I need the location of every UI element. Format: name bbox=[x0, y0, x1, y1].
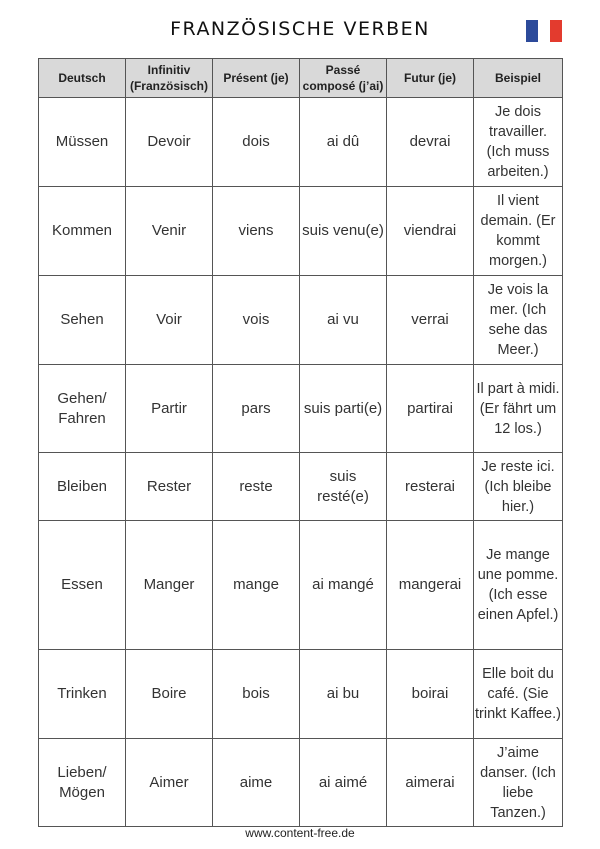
cell-deutsch: Essen bbox=[39, 521, 126, 650]
table-row bbox=[39, 276, 563, 365]
cell-infinitiv: Voir bbox=[126, 276, 213, 365]
flag-stripe-white bbox=[538, 20, 550, 42]
cell-infinitiv: Devoir bbox=[126, 98, 213, 187]
cell-beispiel: Je vois la mer. (Ich sehe das Meer.) bbox=[474, 276, 563, 365]
cell-futur: aimerai bbox=[387, 739, 474, 827]
cell-beispiel: J’aime danser. (Ich liebe Tanzen.) bbox=[474, 739, 563, 827]
header-beispiel: Beispiel bbox=[474, 59, 563, 98]
cell-infinitiv: Boire bbox=[126, 650, 213, 739]
cell-present: aime bbox=[213, 739, 300, 827]
table-row bbox=[39, 650, 563, 739]
cell-beispiel: Elle boit du café. (Sie trinkt Kaffee.) bbox=[474, 650, 563, 739]
cell-futur: partirai bbox=[387, 365, 474, 453]
footer-url: www.content-free.de bbox=[245, 826, 355, 840]
cell-futur: viendrai bbox=[387, 187, 474, 276]
header-present: Présent (je) bbox=[213, 59, 300, 98]
table-row bbox=[39, 521, 563, 650]
table-row bbox=[39, 365, 563, 453]
header-passe-compose: Passé composé (j’ai) bbox=[300, 59, 387, 98]
cell-deutsch: Sehen bbox=[39, 276, 126, 365]
cell-beispiel: Il vient demain. (Er kommt morgen.) bbox=[474, 187, 563, 276]
cell-infinitiv: Aimer bbox=[126, 739, 213, 827]
cell-futur: boirai bbox=[387, 650, 474, 739]
cell-futur: resterai bbox=[387, 453, 474, 521]
cell-beispiel: Je dois travailler. (Ich muss arbeiten.) bbox=[474, 98, 563, 187]
header-futur: Futur (je) bbox=[387, 59, 474, 98]
cell-passe-compose: ai mangé bbox=[300, 521, 387, 650]
cell-present: bois bbox=[213, 650, 300, 739]
cell-present: vois bbox=[213, 276, 300, 365]
cell-infinitiv: Manger bbox=[126, 521, 213, 650]
cell-deutsch: Kommen bbox=[39, 187, 126, 276]
cell-present: pars bbox=[213, 365, 300, 453]
table-row bbox=[39, 453, 563, 521]
cell-futur: verrai bbox=[387, 276, 474, 365]
verb-table bbox=[38, 58, 563, 827]
header-deutsch: Deutsch bbox=[39, 59, 126, 98]
cell-deutsch: Müssen bbox=[39, 98, 126, 187]
header-infinitiv: Infinitiv (Französisch) bbox=[126, 59, 213, 98]
cell-passe-compose: suis venu(e) bbox=[300, 187, 387, 276]
table-header-row bbox=[39, 59, 563, 98]
cell-deutsch: Trinken bbox=[39, 650, 126, 739]
cell-infinitiv: Venir bbox=[126, 187, 213, 276]
cell-passe-compose: ai aimé bbox=[300, 739, 387, 827]
cell-deutsch: Lieben/ Mögen bbox=[39, 739, 126, 827]
cell-futur: mangerai bbox=[387, 521, 474, 650]
cell-deutsch: Gehen/ Fahren bbox=[39, 365, 126, 453]
cell-present: viens bbox=[213, 187, 300, 276]
table-row bbox=[39, 187, 563, 276]
cell-passe-compose: ai bu bbox=[300, 650, 387, 739]
france-flag-icon bbox=[526, 20, 562, 42]
cell-passe-compose: suis resté(e) bbox=[300, 453, 387, 521]
cell-passe-compose: ai vu bbox=[300, 276, 387, 365]
cell-infinitiv: Partir bbox=[126, 365, 213, 453]
table-row bbox=[39, 98, 563, 187]
page-title: FRANZÖSISCHE VERBEN bbox=[170, 18, 430, 40]
cell-passe-compose: suis parti(e) bbox=[300, 365, 387, 453]
cell-beispiel: Il part à midi. (Er fährt um 12 los.) bbox=[474, 365, 563, 453]
flag-stripe-red bbox=[550, 20, 562, 42]
cell-beispiel: Je mange une pomme. (Ich esse einen Apfel.) bbox=[474, 521, 563, 650]
cell-infinitiv: Rester bbox=[126, 453, 213, 521]
flag-stripe-blue bbox=[526, 20, 538, 42]
cell-present: reste bbox=[213, 453, 300, 521]
cell-deutsch: Bleiben bbox=[39, 453, 126, 521]
cell-present: dois bbox=[213, 98, 300, 187]
cell-passe-compose: ai dû bbox=[300, 98, 387, 187]
cell-futur: devrai bbox=[387, 98, 474, 187]
table-row bbox=[39, 739, 563, 827]
cell-present: mange bbox=[213, 521, 300, 650]
cell-beispiel: Je reste ici. (Ich bleibe hier.) bbox=[474, 453, 563, 521]
